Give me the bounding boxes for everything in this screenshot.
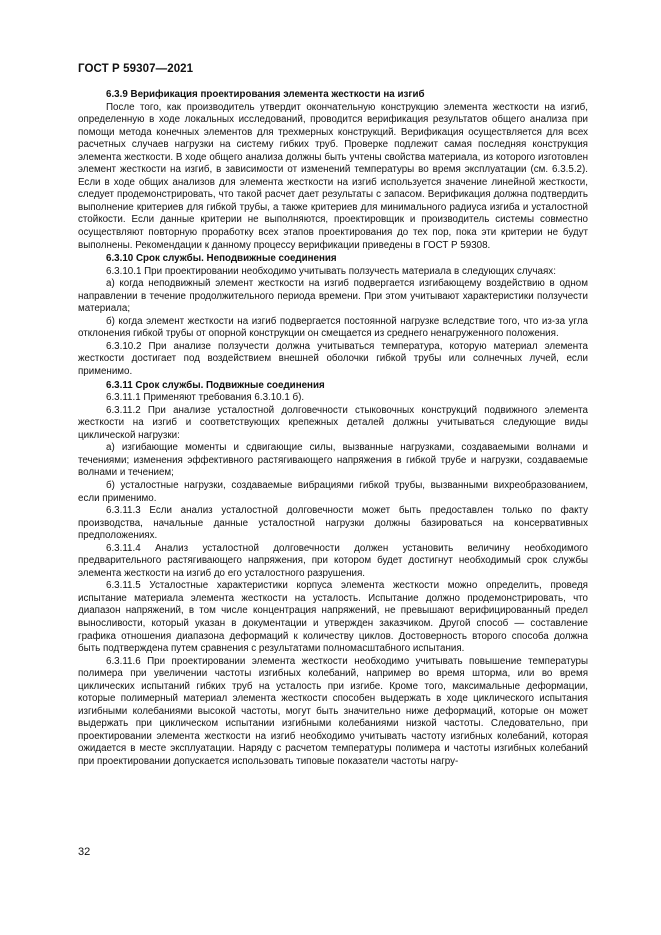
- paragraph: 6.3.10.2 При анализе ползучести должна учитываться температура, которую материал элемента жесткости достигает под воздействием внешней оболочки гибкой трубы или солнечных лучей, если применимо.: [78, 340, 588, 378]
- paragraph: 6.3.10.1 При проектировании необходимо учитывать ползучесть материала в следующих случаях:: [106, 265, 556, 277]
- paragraph: 6.3.11.3 Если анализ усталостной долговечности может быть предоставлен только по факту производства, начальные данные усталостной нагрузки должны базироваться на консервативных предположениях.: [78, 505, 588, 542]
- section-heading: 6.3.11 Срок службы. Подвижные соединения: [106, 379, 325, 391]
- paragraph: а) когда неподвижный элемент жесткости на изгиб подвергается изгибающему воздействию в одном направлении в течение продолжительного периода времени. При этом учитывают характеристики ползучести материала;: [78, 278, 588, 315]
- paragraph: 6.3.11.5 Усталостные характеристики корпуса элемента жесткости можно определить, проведя испытание материала элемента жесткости на усталость. Испытание должно продемонстрировать, что диапазон напряжений, в том числе концентрация напряжений, не превышают верифицированный предел выносливости, который указан в документации и утвержден заказчиком. Другой способ — составление графика отношения диапазона деформаций к количеству циклов. Достоверность второго способа должна быть подтверждена путем сравнения с результатами полномасштабного испытания.: [78, 580, 588, 655]
- paragraph: После того, как производитель утвердит окончательную конструкцию элемента жесткости на изгиб, определенную в ходе локальных исследований, проводится верификация результатов общего анализа при помощи метода конечных элементов для трехмерных конструкций. Верификация осуществляется для всех расчетных случаев нагрузки на систему гибких труб. Проверке подлежит самая последняя конструкция элемента жесткости. В ходе общего анализа должны быть учтены свойства материала, из которого изготовлен элемент жесткости на изгиб, в зависимости от изменений температуры во время эксплуатации (см. 6.3.5.2). Если в ходе общих анализов для элемента жесткости на изгиб используется значение линейной жесткости, следует продемонстрировать, что такой расчет дает результаты с запасом. Верификация должна подтвердить выполнение критериев для гибкой трубы, а также критериев для минимального радиуса изгиба и усталостной стойкости. Если данные критерии не выполняются, проектировщик и производитель системы совместно осуществляют повторную проработку всех этапов проектирования до тех пор, пока эти критерии не будут выполнены. Рекомендации к данному процессу верификации приведены в ГОСТ Р 59308.: [78, 101, 588, 251]
- paragraph: а) изгибающие моменты и сдвигающие силы, вызванные нагрузками, создаваемыми волнами и течениями; изменения эффективного растягивающего напряжения в гибкой трубе и нагрузки, создаваемые волнами и течением;: [78, 442, 588, 479]
- page-number: 32: [78, 846, 91, 858]
- section-heading: 6.3.9 Верификация проектирования элемента жесткости на изгиб: [106, 89, 425, 100]
- paragraph: б) когда элемент жесткости на изгиб подвергается постоянной нагрузке вследствие того, что из-за угла отклонения гибкой трубы от опорной конструкции он смещается из среднего ненагруженного положения.: [78, 315, 588, 340]
- paragraph: 6.3.11.6 При проектировании элемента жесткости необходимо учитывать повышение температуры полимера при увеличении частоты изгибных колебаний, например во время шторма, или во время циклических испытаний гибких труб на усталость при изгибе. Кроме того, максимальные деформации, которые полимерный материал элемента жесткости способен выдержать в ходе циклического испытания изгибными колебаниями высокой частоты, могут быть значительно ниже деформаций, которые он может выдержать при циклическом испытании изгибными колебаниями низкой частоты. Следовательно, при проектировании элемента жесткости на изгиб необходимо учитывать частоту изгибных колебаний, которая ожидается в месте эксплуатации. Наряду с расчетом температуры полимера и частоты изгибных колебаний при проектировании допускается использовать типовые показатели частоты нагру-: [78, 655, 588, 767]
- standard-header: ГОСТ Р 59307—2021: [78, 63, 194, 75]
- document-body: [78, 88, 588, 769]
- paragraph: б) усталостные нагрузки, создаваемые вибрациями гибкой трубы, вызванными вихреобразованием, если применимо.: [78, 479, 588, 504]
- paragraph: 6.3.11.1 Применяют требования 6.3.10.1 б).: [106, 392, 305, 404]
- paragraph: 6.3.11.4 Анализ усталостной долговечности должен установить величину необходимого предварительного растягивающего напряжения, при котором будет достигнут необходимый срок службы элемента жесткости на изгиб до его усталостного разрушения.: [78, 542, 588, 579]
- paragraph: 6.3.11.2 При анализе усталостной долговечности стыковочных конструкций подвижного элемента жесткости на изгиб и соответствующих крепежных деталей должны учитываться следующие виды циклической нагрузки:: [78, 404, 588, 441]
- section-heading: 6.3.10 Срок службы. Неподвижные соединения: [106, 253, 337, 265]
